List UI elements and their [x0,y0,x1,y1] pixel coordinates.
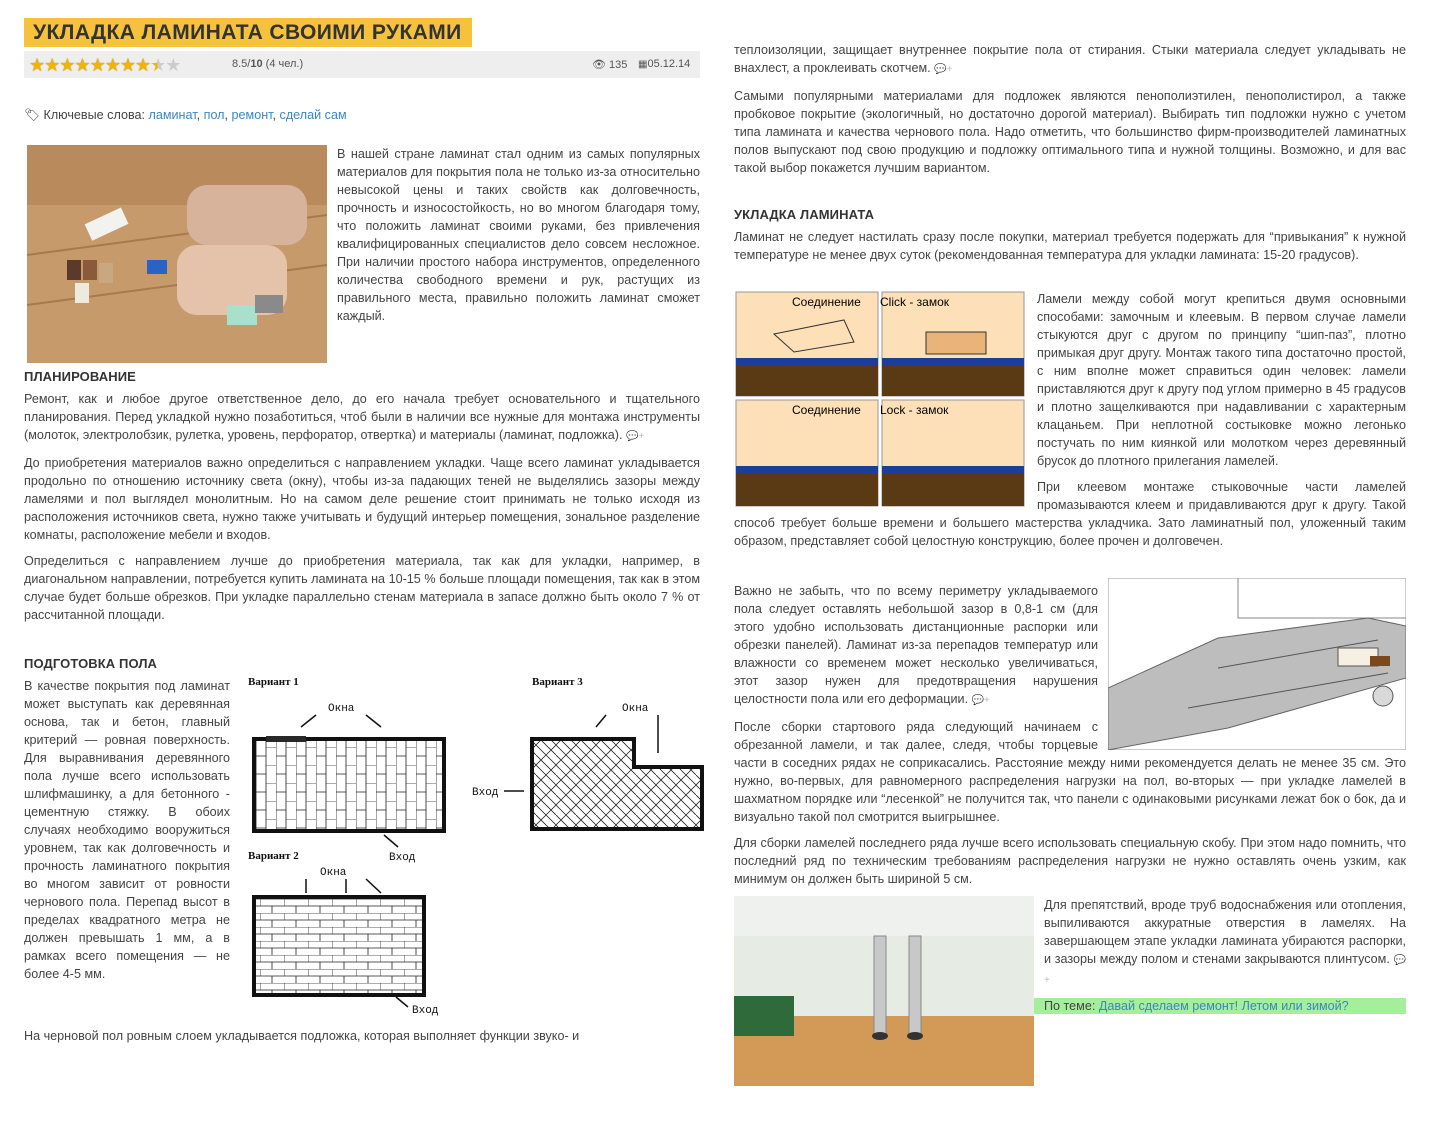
heading-laying: УКЛАДКА ЛАМИНАТА [734,207,875,222]
meta-bar [24,51,700,78]
prep-p2b: теплоизоляции, защищает внутреннее покрытие пола от стирания. Стыки материала следует укладывать не внахлест, а проклеивать скотчем. 💬+ [734,43,1406,75]
keyword-link[interactable]: ремонт [231,108,273,122]
planning-p1: Ремонт, как и любое другое ответственное дело, до его начала требует основательного и тщательного планирования. Перед укладкой нужно позаботиться, чтоб были в наличии все нужные для монтажа инструменты (молоток, электролобзик, рулетка, уровень, перфоратор, отвертка) и материалы (ламинат, подложка). 💬+ [24,392,700,442]
related-topic: По теме: Давай сделаем ремонт! Летом или зимой? [734,998,1406,1014]
related-link[interactable]: Давай сделаем ремонт! Летом или зимой? [1098,999,1349,1013]
laying-p3: При клеевом монтаже стыковочные части ламелей промазываются клеем и придавливаются друг к другу. Такой способ требует больше времени и большего мастерства укладчика. Зато ламинатный пол, уложенный таким образом, представляет собой целостную конструкцию, более прочен и долговечен. [734,480,1406,548]
page-title: УКЛАДКА ЛАМИНАТА СВОИМИ РУКАМИ [24,18,472,47]
star-icon[interactable]: ★ [119,55,135,75]
star-icon[interactable]: ★ [74,55,90,75]
publish-date: ▦05.12.14 [638,58,691,70]
star-icon[interactable]: ★ [44,55,60,75]
floor-layout-diagram [236,675,708,1021]
comment-icon[interactable]: 💬+ [1044,955,1407,986]
heading-prep: ПОДГОТОВКА ПОЛА [24,656,158,671]
illustration-spacer-gap [1108,578,1406,750]
tag-icon: 🏷 [24,108,40,122]
windows-label: Окна [328,703,355,715]
star-icon[interactable]: ★ [89,55,105,75]
laying-p5: После сборки стартового ряда следующий начинаем с обрезанной ламели, и так далее, следя, чтобы торцевые части в соседних рядах не соприкасались. Расстояние между ними рекомендуется делать не менее 35 см. Это нужно, во-первых, для равномерного распределения нагрузки на пол, во-вторых — при укладке ламелей в шахматном порядке или “лесенкой” не получится так, что панели с одинаковыми рисунками лежат бок о бок, да и визуально такой пол смотрится выигрышнее. [734,720,1406,824]
lock-lock-label: Lock - замок [880,403,949,417]
keyword-link[interactable]: пол [203,108,225,122]
laying-p7: Для препятствий, вроде труб водоснабжения или отопления, выпиливаются аккуратные отверстия в ламелях. На завершающем этапе укладки ламината убираются распорки, и зазоры между полом и стенами закрываются плинтусом. 💬+ [1044,898,1407,986]
variant-1-label: Вариант 1 [248,676,299,688]
laying-p4: Важно не забыть, что по всему периметру укладываемого пола следует оставлять небольшой зазор в 0,8-1 см (для этого удобно использовать дистанционные распорки или обрезки панелей). Ламинат из-за перепадов температур или влажности со временем может несколько увеличиваться, этот зазор нужен для предотвращения нарушения целостности пола или его деформации. 💬+ [734,584,1098,706]
windows-label: Окна [622,703,649,715]
comment-icon[interactable]: 💬+ [625,431,645,442]
keyword-link[interactable]: ламинат [148,108,197,122]
prep-p1: В качестве покрытия под ламинат может выступать как деревянная основа, так и бетон, главный критерий — ровная поверхность. Для выравнивания деревянного пола лучше всего использовать шлифмашинку, а для бетонного - цементную стяжку. В обоих случаях необходимо вооружиться уровнем, так как долговечность и прочность ламинатного покрытия во многом зависит от ровности чернового пола. Перепад высот в пределах квадратного метра не должен превышать 1 мм, а в рамках всего помещения — не более 4-5 мм. [24,679,230,981]
prep-p2a: На черновой пол ровным слоем укладывается подложка, которая выполняет функции звуко- и [24,1029,580,1043]
star-half-icon[interactable]: ★ [150,55,166,75]
star-icon[interactable]: ★ [59,55,75,75]
click-lock-label: Click - замок [880,295,950,309]
variant-2-label: Вариант 2 [248,850,299,862]
rating-text: 8.5/10 (4 чел.) [232,58,304,70]
star-icon[interactable]: ★ [29,55,45,75]
comment-icon[interactable]: 💬+ [971,695,990,706]
left-column [24,18,700,1053]
eye-icon: 👁 [592,59,606,71]
entrance-label: Вход [412,1005,439,1017]
variant-3-label: Вариант 3 [532,676,583,688]
title-wrap [24,18,700,48]
entrance-label: Вход [389,852,416,864]
windows-label: Окна [320,867,347,879]
intro-paragraph: В нашей стране ламинат стал одним из самых популярных материалов для покрытия пола не только из-за относительно невысокой цены и таких свойств как долговечность, прочность и износостойкость, но во многом благодаря тому, что положить ламинат своими руками, без привлечения квалифицированных специалистов дело совсем несложное. При наличии простого набора инструментов, определенного количества свободного времени и рук, растущих из правильного места, правильно положить ламинат сможет каждый. [337,147,700,323]
heading-planning: ПЛАНИРОВАНИЕ [24,369,136,384]
connection-label: Соединение [792,403,861,417]
calendar-icon: ▦ [638,59,648,70]
right-column [734,41,1406,1086]
photo-pipes [734,896,1034,1086]
rating-stars[interactable] [29,55,180,76]
laying-p1: Ламинат не следует настилать сразу после покупки, материал требуется подержать для “привыкания” к нужной температуре не менее двух суток (рекомендованная температура для укладки ламината: 15-20 градусов). [734,230,1406,262]
lock-types-diagram [734,290,1027,508]
photo-laminate-repair [27,145,327,363]
prep-p3: Самыми популярными материалами для подложек являются пенополиэтилен, пенополистирол, а также пробковое покрытие (экологичный, но достаточно дорогой материал). Выбирать тип подложки нужно с учетом типа ламината и качества чернового пола. Надо отметить, что большинство фирм-производителей ламинатных полов выпускают под свою продукцию и подложку оптимального типа и нужной толщины. Возможно, и для вас такой выбор покажется лучшим вариантом. [734,89,1406,175]
entrance-label: Вход [472,787,499,799]
keywords: 🏷 Ключевые слова: ламинат, пол, ремонт, сделай сам [24,108,347,122]
planning-p2: До приобретения материалов важно определиться с направлением укладки. Чаще всего ламинат укладывается продольно по отношению источнику света (окну), чтобы из-за падающих теней не выделялись зазоры между ламелями и пол выглядел монолитным. Но на самом деле решение стоит принимать не только исходя из расположения источников света, нужно также учитывать и будущий интерьер помещения, зональное разделение комнаты, расположение мебели и входов. [24,456,700,542]
laying-p2: Ламели между собой могут крепиться двумя основными способами: замочным и клеевым. В первом случае ламели стыкуются друг с другом по принципу “шип-паз”, плотно примыкая друг другу. Монтаж такого типа достаточно простой, с ним вполне может справиться один человек: ламели приставляются друг к другу под углом примерно в 45 градусов и плотно защелкиваются при надавливании с характерным клацаньем. При неплотной состыковке можно легонько постучать по ним киянкой или молотком через деревянный брусок до плотного прилегания ламелей. [1037,292,1406,468]
keyword-link[interactable]: сделай сам [279,108,347,122]
laying-p6: Для сборки ламелей последнего ряда лучше всего использовать специальную скобу. При этом надо помнить, что последний ряд по техническим требованиям распределения нагрузки не нужно оставлять очень узким, как минимум он должен быть шириной 5 см. [734,836,1406,886]
views-count: 👁 135 [592,59,628,71]
star-icon[interactable]: ★ [104,55,120,75]
connection-label: Соединение [792,295,861,309]
star-icon[interactable]: ★ [134,55,151,75]
comment-icon[interactable]: 💬+ [934,64,953,75]
planning-p3: Определиться с направлением лучше до приобретения материала, так как для укладки, например, в диагональном направлении, потребуется купить ламината на 10-15 % больше площади помещения, так как в этом случае будет больше обрезков. При укладке параллельно стенам материала в запасе должно быть около 7 % от рассчитанной площади. [24,554,700,622]
star-empty-icon[interactable]: ★ [165,55,181,75]
